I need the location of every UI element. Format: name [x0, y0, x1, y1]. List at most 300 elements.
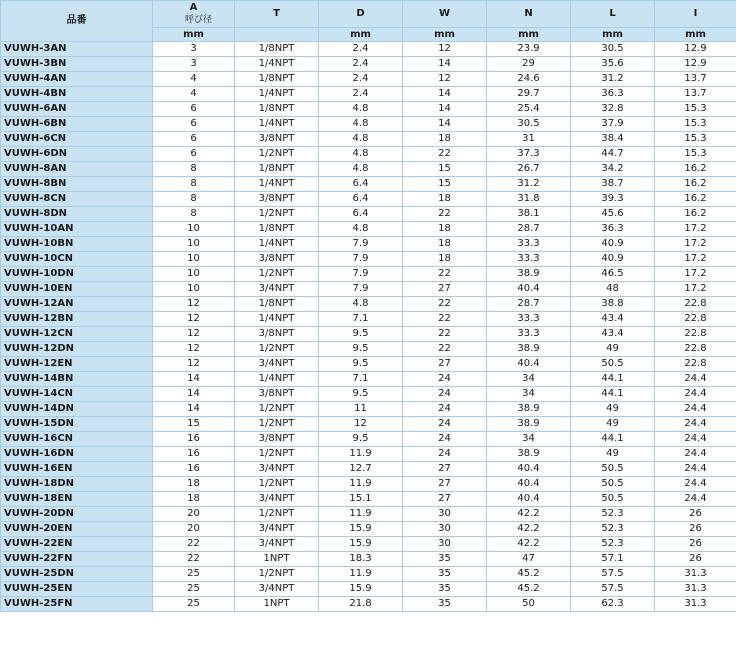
n-cell: 33.3: [487, 327, 571, 342]
d-cell: 4.8: [319, 102, 403, 117]
i-cell: 26: [655, 522, 736, 537]
d-cell: 9.5: [319, 357, 403, 372]
n-cell: 33.3: [487, 252, 571, 267]
i-cell: 17.2: [655, 237, 736, 252]
part-number-cell: VUWH-12CN: [1, 327, 153, 342]
l-cell: 37.9: [571, 117, 655, 132]
w-cell: 24: [403, 387, 487, 402]
w-cell: 22: [403, 207, 487, 222]
part-number-cell: VUWH-10CN: [1, 252, 153, 267]
unit-w: mm: [403, 28, 487, 42]
thread-t-cell: 1/2NPT: [235, 207, 319, 222]
thread-t-cell: 1/2NPT: [235, 567, 319, 582]
table-row: [1, 432, 736, 447]
i-cell: 22.8: [655, 312, 736, 327]
d-cell: 2.4: [319, 42, 403, 57]
thread-t-cell: 3/8NPT: [235, 252, 319, 267]
i-cell: 24.4: [655, 417, 736, 432]
i-cell: 26: [655, 537, 736, 552]
i-cell: 24.4: [655, 477, 736, 492]
w-cell: 27: [403, 462, 487, 477]
n-cell: 33.3: [487, 237, 571, 252]
d-cell: 11.9: [319, 447, 403, 462]
header-i: I: [655, 1, 736, 28]
part-number-cell: VUWH-25FN: [1, 597, 153, 612]
n-cell: 31: [487, 132, 571, 147]
i-cell: 22.8: [655, 297, 736, 312]
thread-t-cell: 1/2NPT: [235, 267, 319, 282]
n-cell: 34: [487, 387, 571, 402]
table-row: [1, 567, 736, 582]
nominal-a-cell: 3: [153, 57, 235, 72]
i-cell: 15.3: [655, 117, 736, 132]
nominal-a-cell: 8: [153, 207, 235, 222]
nominal-a-cell: 15: [153, 417, 235, 432]
nominal-a-cell: 20: [153, 507, 235, 522]
table-row: [1, 537, 736, 552]
part-number-cell: VUWH-14CN: [1, 387, 153, 402]
part-number-cell: VUWH-10BN: [1, 237, 153, 252]
nominal-a-cell: 14: [153, 387, 235, 402]
thread-t-cell: 3/8NPT: [235, 432, 319, 447]
nominal-a-cell: 25: [153, 597, 235, 612]
d-cell: 7.9: [319, 252, 403, 267]
w-cell: 15: [403, 177, 487, 192]
d-cell: 4.8: [319, 117, 403, 132]
header-a-label: A: [189, 2, 198, 13]
w-cell: 27: [403, 477, 487, 492]
d-cell: 2.4: [319, 57, 403, 72]
d-cell: 7.9: [319, 267, 403, 282]
header-a-sub: 呼び径: [185, 15, 213, 25]
l-cell: 52.3: [571, 537, 655, 552]
d-cell: 9.5: [319, 387, 403, 402]
i-cell: 16.2: [655, 177, 736, 192]
thread-t-cell: 1/2NPT: [235, 417, 319, 432]
d-cell: 15.9: [319, 537, 403, 552]
l-cell: 49: [571, 402, 655, 417]
thread-t-cell: 3/8NPT: [235, 387, 319, 402]
part-number-cell: VUWH-6AN: [1, 102, 153, 117]
n-cell: 40.4: [487, 357, 571, 372]
nominal-a-cell: 25: [153, 567, 235, 582]
d-cell: 7.9: [319, 237, 403, 252]
part-number-cell: VUWH-20DN: [1, 507, 153, 522]
unit-t: [235, 28, 319, 42]
part-number-cell: VUWH-8CN: [1, 192, 153, 207]
w-cell: 22: [403, 147, 487, 162]
header-l: L: [571, 1, 655, 28]
nominal-a-cell: 20: [153, 522, 235, 537]
i-cell: 16.2: [655, 192, 736, 207]
part-number-cell: VUWH-10AN: [1, 222, 153, 237]
nominal-a-cell: 12: [153, 327, 235, 342]
part-number-cell: VUWH-12BN: [1, 312, 153, 327]
table-row: [1, 417, 736, 432]
table-row: [1, 162, 736, 177]
l-cell: 38.4: [571, 132, 655, 147]
unit-i: mm: [655, 28, 736, 42]
table-row: [1, 402, 736, 417]
thread-t-cell: 1/4NPT: [235, 177, 319, 192]
l-cell: 48: [571, 282, 655, 297]
thread-t-cell: 1/2NPT: [235, 342, 319, 357]
d-cell: 4.8: [319, 147, 403, 162]
part-number-cell: VUWH-8DN: [1, 207, 153, 222]
table-row: [1, 87, 736, 102]
d-cell: 6.4: [319, 192, 403, 207]
table-row: [1, 477, 736, 492]
thread-t-cell: 1/4NPT: [235, 57, 319, 72]
thread-t-cell: 1/8NPT: [235, 72, 319, 87]
w-cell: 18: [403, 237, 487, 252]
nominal-a-cell: 12: [153, 342, 235, 357]
part-number-cell: VUWH-18DN: [1, 477, 153, 492]
i-cell: 17.2: [655, 252, 736, 267]
thread-t-cell: 1NPT: [235, 597, 319, 612]
n-cell: 42.2: [487, 507, 571, 522]
n-cell: 38.9: [487, 417, 571, 432]
w-cell: 30: [403, 507, 487, 522]
l-cell: 62.3: [571, 597, 655, 612]
nominal-a-cell: 10: [153, 267, 235, 282]
nominal-a-cell: 10: [153, 237, 235, 252]
n-cell: 37.3: [487, 147, 571, 162]
part-number-cell: VUWH-12DN: [1, 342, 153, 357]
n-cell: 38.9: [487, 447, 571, 462]
thread-t-cell: 3/4NPT: [235, 582, 319, 597]
nominal-a-cell: 10: [153, 282, 235, 297]
l-cell: 31.2: [571, 72, 655, 87]
n-cell: 26.7: [487, 162, 571, 177]
thread-t-cell: 1/2NPT: [235, 402, 319, 417]
thread-t-cell: 1/8NPT: [235, 222, 319, 237]
d-cell: 4.8: [319, 222, 403, 237]
d-cell: 11.9: [319, 477, 403, 492]
unit-l: mm: [571, 28, 655, 42]
w-cell: 24: [403, 402, 487, 417]
table-row: [1, 207, 736, 222]
i-cell: 24.4: [655, 402, 736, 417]
table-row: [1, 522, 736, 537]
l-cell: 50.5: [571, 357, 655, 372]
w-cell: 27: [403, 492, 487, 507]
n-cell: 40.4: [487, 477, 571, 492]
i-cell: 26: [655, 552, 736, 567]
l-cell: 44.1: [571, 432, 655, 447]
table-row: [1, 492, 736, 507]
w-cell: 14: [403, 102, 487, 117]
part-number-cell: VUWH-3AN: [1, 42, 153, 57]
nominal-a-cell: 14: [153, 372, 235, 387]
n-cell: 31.2: [487, 177, 571, 192]
w-cell: 30: [403, 522, 487, 537]
d-cell: 7.9: [319, 282, 403, 297]
nominal-a-cell: 18: [153, 492, 235, 507]
part-number-cell: VUWH-8BN: [1, 177, 153, 192]
l-cell: 50.5: [571, 462, 655, 477]
n-cell: 25.4: [487, 102, 571, 117]
d-cell: 21.8: [319, 597, 403, 612]
part-number-cell: VUWH-3BN: [1, 57, 153, 72]
header-a: [153, 1, 235, 28]
d-cell: 6.4: [319, 207, 403, 222]
thread-t-cell: 3/4NPT: [235, 537, 319, 552]
i-cell: 12.9: [655, 57, 736, 72]
i-cell: 17.2: [655, 282, 736, 297]
n-cell: 30.5: [487, 117, 571, 132]
w-cell: 35: [403, 552, 487, 567]
d-cell: 12.7: [319, 462, 403, 477]
nominal-a-cell: 6: [153, 102, 235, 117]
thread-t-cell: 1/8NPT: [235, 162, 319, 177]
table-row: [1, 117, 736, 132]
part-number-cell: VUWH-20EN: [1, 522, 153, 537]
table-row: [1, 57, 736, 72]
w-cell: 24: [403, 432, 487, 447]
d-cell: 11.9: [319, 507, 403, 522]
thread-t-cell: 1/2NPT: [235, 477, 319, 492]
n-cell: 38.9: [487, 402, 571, 417]
l-cell: 43.4: [571, 312, 655, 327]
l-cell: 35.6: [571, 57, 655, 72]
table-row: [1, 222, 736, 237]
nominal-a-cell: 4: [153, 72, 235, 87]
header-t: T: [235, 1, 319, 28]
w-cell: 30: [403, 537, 487, 552]
table-row: [1, 177, 736, 192]
n-cell: 38.1: [487, 207, 571, 222]
l-cell: 57.5: [571, 567, 655, 582]
part-number-cell: VUWH-18EN: [1, 492, 153, 507]
part-number-cell: VUWH-15DN: [1, 417, 153, 432]
d-cell: 2.4: [319, 87, 403, 102]
thread-t-cell: 1/2NPT: [235, 507, 319, 522]
w-cell: 18: [403, 252, 487, 267]
part-number-cell: VUWH-10EN: [1, 282, 153, 297]
header-n: N: [487, 1, 571, 28]
i-cell: 24.4: [655, 387, 736, 402]
l-cell: 44.1: [571, 372, 655, 387]
i-cell: 15.3: [655, 102, 736, 117]
n-cell: 45.2: [487, 567, 571, 582]
i-cell: 31.3: [655, 582, 736, 597]
table-row: [1, 552, 736, 567]
d-cell: 9.5: [319, 432, 403, 447]
l-cell: 39.3: [571, 192, 655, 207]
nominal-a-cell: 25: [153, 582, 235, 597]
table-row: [1, 507, 736, 522]
n-cell: 45.2: [487, 582, 571, 597]
l-cell: 45.6: [571, 207, 655, 222]
part-number-cell: VUWH-6CN: [1, 132, 153, 147]
i-cell: 15.3: [655, 147, 736, 162]
i-cell: 24.4: [655, 372, 736, 387]
w-cell: 27: [403, 282, 487, 297]
i-cell: 13.7: [655, 87, 736, 102]
w-cell: 22: [403, 327, 487, 342]
d-cell: 11.9: [319, 567, 403, 582]
l-cell: 57.5: [571, 582, 655, 597]
part-number-cell: VUWH-25DN: [1, 567, 153, 582]
n-cell: 23.9: [487, 42, 571, 57]
table-row: [1, 72, 736, 87]
table-row: [1, 372, 736, 387]
l-cell: 32.8: [571, 102, 655, 117]
l-cell: 49: [571, 342, 655, 357]
part-number-cell: VUWH-4BN: [1, 87, 153, 102]
part-number-cell: VUWH-22FN: [1, 552, 153, 567]
nominal-a-cell: 12: [153, 297, 235, 312]
l-cell: 40.9: [571, 252, 655, 267]
nominal-a-cell: 6: [153, 147, 235, 162]
thread-t-cell: 3/4NPT: [235, 522, 319, 537]
header-part-number: 品番: [1, 1, 153, 42]
i-cell: 15.3: [655, 132, 736, 147]
table-row: [1, 147, 736, 162]
nominal-a-cell: 18: [153, 477, 235, 492]
l-cell: 30.5: [571, 42, 655, 57]
table-body: [1, 42, 736, 612]
d-cell: 7.1: [319, 372, 403, 387]
n-cell: 50: [487, 597, 571, 612]
w-cell: 22: [403, 267, 487, 282]
table-row: [1, 132, 736, 147]
table-row: [1, 252, 736, 267]
table-row: [1, 282, 736, 297]
n-cell: 33.3: [487, 312, 571, 327]
thread-t-cell: 3/8NPT: [235, 132, 319, 147]
i-cell: 31.3: [655, 597, 736, 612]
thread-t-cell: 3/8NPT: [235, 192, 319, 207]
thread-t-cell: 1/4NPT: [235, 117, 319, 132]
part-number-cell: VUWH-12AN: [1, 297, 153, 312]
part-number-cell: VUWH-12EN: [1, 357, 153, 372]
l-cell: 44.7: [571, 147, 655, 162]
table-row: [1, 312, 736, 327]
thread-t-cell: 3/8NPT: [235, 327, 319, 342]
w-cell: 22: [403, 297, 487, 312]
thread-t-cell: 1/8NPT: [235, 42, 319, 57]
nominal-a-cell: 4: [153, 87, 235, 102]
w-cell: 35: [403, 567, 487, 582]
table-row: [1, 42, 736, 57]
i-cell: 13.7: [655, 72, 736, 87]
nominal-a-cell: 14: [153, 402, 235, 417]
nominal-a-cell: 16: [153, 462, 235, 477]
l-cell: 52.3: [571, 507, 655, 522]
part-number-cell: VUWH-16DN: [1, 447, 153, 462]
table-row: [1, 102, 736, 117]
w-cell: 12: [403, 42, 487, 57]
n-cell: 38.9: [487, 267, 571, 282]
w-cell: 35: [403, 582, 487, 597]
w-cell: 24: [403, 372, 487, 387]
l-cell: 38.8: [571, 297, 655, 312]
table-header: [1, 1, 736, 42]
n-cell: 28.7: [487, 222, 571, 237]
i-cell: 16.2: [655, 207, 736, 222]
w-cell: 18: [403, 222, 487, 237]
i-cell: 16.2: [655, 162, 736, 177]
d-cell: 4.8: [319, 132, 403, 147]
unit-n: mm: [487, 28, 571, 42]
d-cell: 9.5: [319, 327, 403, 342]
n-cell: 29.7: [487, 87, 571, 102]
unit-a: mm: [153, 28, 235, 42]
l-cell: 52.3: [571, 522, 655, 537]
i-cell: 12.9: [655, 42, 736, 57]
i-cell: 22.8: [655, 357, 736, 372]
d-cell: 12: [319, 417, 403, 432]
i-cell: 31.3: [655, 567, 736, 582]
l-cell: 49: [571, 447, 655, 462]
thread-t-cell: 3/4NPT: [235, 282, 319, 297]
table-row: [1, 387, 736, 402]
table-row: [1, 447, 736, 462]
l-cell: 57.1: [571, 552, 655, 567]
l-cell: 34.2: [571, 162, 655, 177]
thread-t-cell: 1/8NPT: [235, 297, 319, 312]
part-number-cell: VUWH-22EN: [1, 537, 153, 552]
i-cell: 22.8: [655, 327, 736, 342]
nominal-a-cell: 3: [153, 42, 235, 57]
w-cell: 14: [403, 87, 487, 102]
thread-t-cell: 1/8NPT: [235, 102, 319, 117]
l-cell: 50.5: [571, 477, 655, 492]
part-number-cell: VUWH-16EN: [1, 462, 153, 477]
i-cell: 24.4: [655, 462, 736, 477]
w-cell: 18: [403, 132, 487, 147]
part-number-cell: VUWH-6BN: [1, 117, 153, 132]
d-cell: 7.1: [319, 312, 403, 327]
l-cell: 43.4: [571, 327, 655, 342]
w-cell: 15: [403, 162, 487, 177]
d-cell: 4.8: [319, 162, 403, 177]
part-number-cell: VUWH-16CN: [1, 432, 153, 447]
d-cell: 4.8: [319, 297, 403, 312]
nominal-a-cell: 8: [153, 192, 235, 207]
i-cell: 22.8: [655, 342, 736, 357]
nominal-a-cell: 8: [153, 177, 235, 192]
unit-d: mm: [319, 28, 403, 42]
table-row: [1, 357, 736, 372]
i-cell: 17.2: [655, 222, 736, 237]
n-cell: 40.4: [487, 282, 571, 297]
table-row: [1, 327, 736, 342]
thread-t-cell: 1/2NPT: [235, 147, 319, 162]
part-number-cell: VUWH-4AN: [1, 72, 153, 87]
n-cell: 42.2: [487, 522, 571, 537]
thread-t-cell: 1/4NPT: [235, 87, 319, 102]
n-cell: 24.6: [487, 72, 571, 87]
l-cell: 50.5: [571, 492, 655, 507]
part-number-cell: VUWH-10DN: [1, 267, 153, 282]
w-cell: 22: [403, 342, 487, 357]
d-cell: 11: [319, 402, 403, 417]
l-cell: 38.7: [571, 177, 655, 192]
thread-t-cell: 1/4NPT: [235, 372, 319, 387]
table-row: [1, 297, 736, 312]
l-cell: 36.3: [571, 87, 655, 102]
w-cell: 18: [403, 192, 487, 207]
w-cell: 14: [403, 117, 487, 132]
nominal-a-cell: 12: [153, 357, 235, 372]
thread-t-cell: 1NPT: [235, 552, 319, 567]
i-cell: 24.4: [655, 447, 736, 462]
d-cell: 9.5: [319, 342, 403, 357]
nominal-a-cell: 16: [153, 447, 235, 462]
